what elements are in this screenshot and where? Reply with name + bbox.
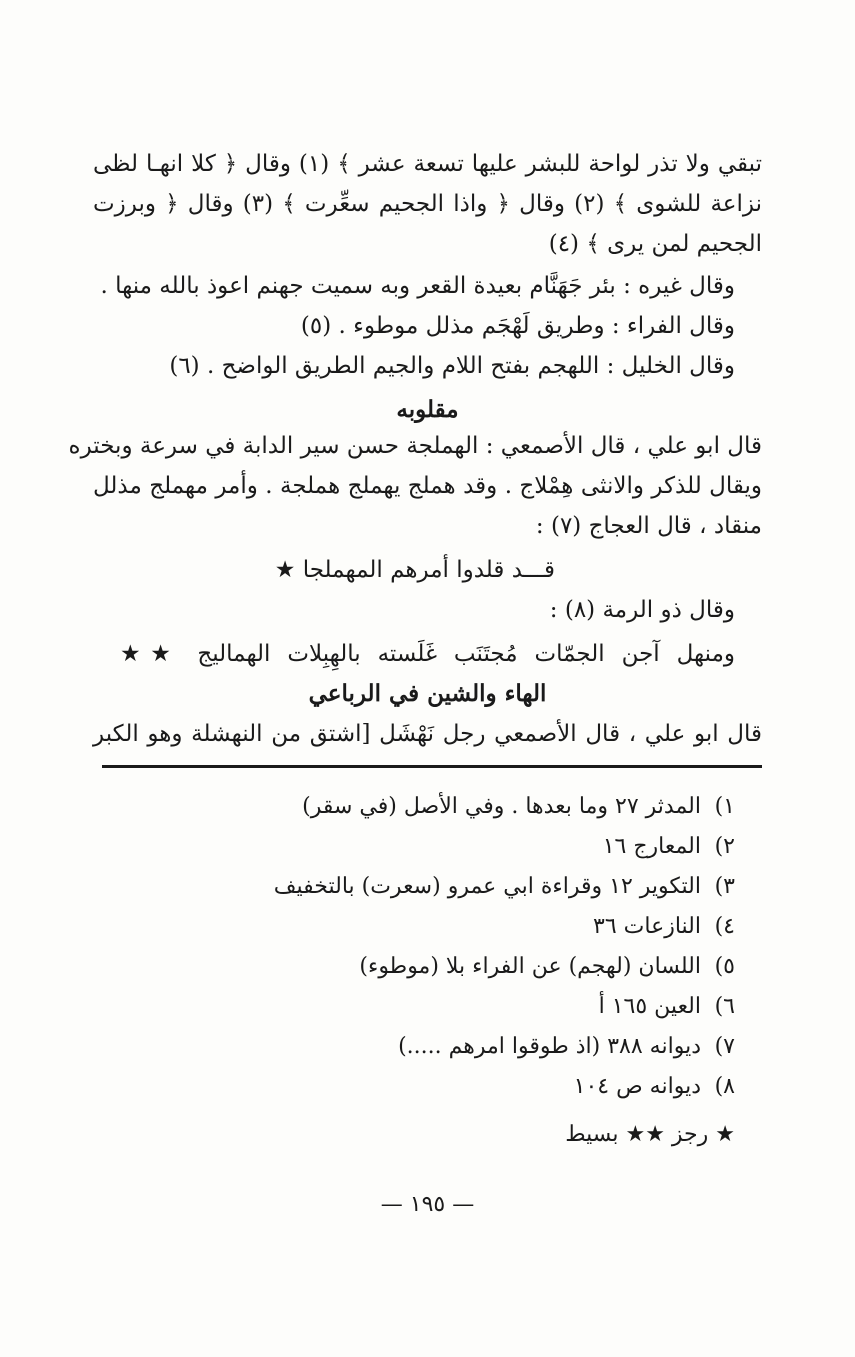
quote-line: وقال غيره : بئر جَهَنَّام بعيدة القعر وبه سميت جهنم اعوذ بالله منها . <box>100 273 735 299</box>
page-number: — ١٩٥ — <box>380 1192 475 1217</box>
body-line: قال ابو علي ، قال الأصمعي رجل نَهْشَل [اشتق من النهشلة وهو الكبر <box>93 721 762 747</box>
body-line: الجحيم لمن يرى ﴾ (٤) <box>548 231 762 257</box>
verse-line: قـــد قلدوا أمرهم المهملجا ★ <box>274 557 555 583</box>
footnote: ٤)النازعات ٣٦ <box>593 914 735 939</box>
footnote-divider <box>102 765 762 768</box>
body-line: ويقال للذكر والانثى هِمْلاج . وقد هملج يهملج هملجة . وأمر مهملج مذلل <box>93 473 762 499</box>
quote-line: وقال الفراء : وطريق لَهْجَم مذلل موطوء . (٥) <box>300 313 735 339</box>
verse-line: ومنهل آجن الجمّات مُجتَنَب غَلَسته بالهِبِلات الهماليج ★★ <box>120 641 735 667</box>
body-line: نزاعة للشوى ﴾ (٢) وقال ﴿ واذا الجحيم سعِّرت ﴾ (٣) وقال ﴿ وبرزت <box>93 191 762 217</box>
quote-line: وقال الخليل : اللهجم بفتح اللام والجيم الطريق الواضح . (٦) <box>169 353 735 379</box>
quote-line: وقال ذو الرمة (٨) : <box>549 597 735 623</box>
section-heading: مقلوبه <box>396 396 459 423</box>
footnote: ١)المدثر ٢٧ وما بعدها . وفي الأصل (في سقر) <box>302 794 735 819</box>
footnote: ٧)ديوانه ٣٨٨ (اذ طوقوا امرهم .....) <box>398 1034 735 1059</box>
footnote: ٨)ديوانه ص ١٠٤ <box>573 1074 735 1099</box>
body-line: منقاد ، قال العجاج (٧) : <box>535 513 762 539</box>
body-line: تبقي ولا تذر لواحة للبشر عليها تسعة عشر ﴾ (١) وقال ﴿ كلا انهـا لظى <box>93 151 763 177</box>
footnote: ٦)العين ١٦٥ أ <box>598 994 735 1019</box>
meter-note: ★ رجز ★★ بسيط <box>565 1122 735 1147</box>
footnote: ٢)المعارج ١٦ <box>602 834 735 859</box>
footnote: ٣)التكوير ١٢ وقراءة ابي عمرو (سعرت) بالتخفيف <box>273 874 735 899</box>
footnote: ٥)اللسان (لهجم) عن الفراء بلا (موطوء) <box>359 954 735 979</box>
section-heading: الهاء والشين في الرباعي <box>308 680 547 707</box>
body-line: قال ابو علي ، قال الأصمعي : الهملجة حسن سير الدابة في سرعة وبختره <box>68 433 762 459</box>
